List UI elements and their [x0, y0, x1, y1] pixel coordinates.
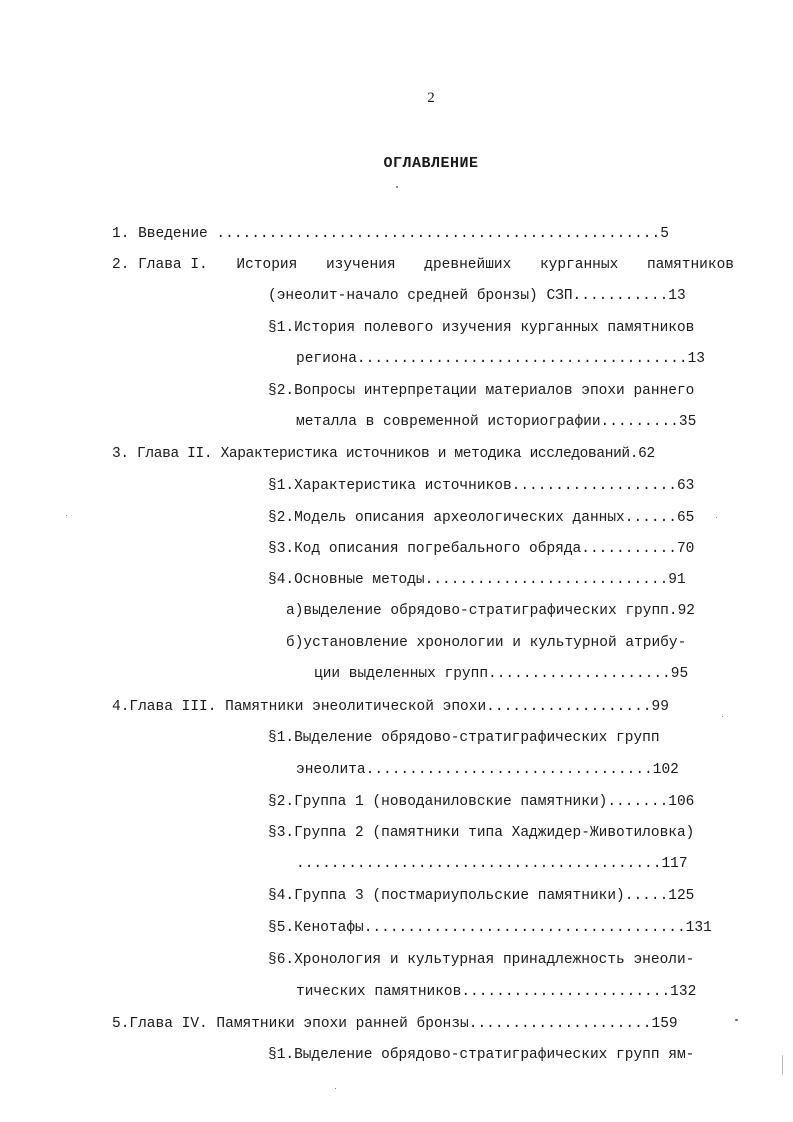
toc-entry-section-cont: энеолита.................................102 — [296, 762, 679, 778]
toc-entry-chapter-3: 4.Глава III. Памятники энеолитической эпохи...................99 — [112, 699, 669, 715]
toc-entry-section: §3.Группа 2 (памятники типа Хаджидер-Животиловка) — [268, 825, 695, 841]
toc-entry-section: §4.Группа 3 (постмариупольские памятники).....125 — [268, 888, 695, 904]
toc-entry-chapter-1-part: древнейших — [424, 257, 512, 273]
toc-entry-chapter-1 — [112, 255, 734, 275]
toc-entry-subsection-cont: ции выделенных групп.....................95 — [314, 666, 689, 682]
scan-edge-mark — [782, 1055, 783, 1075]
toc-entry-subsection: б)установление хронологии и культурной атрибу- — [286, 635, 687, 651]
toc-entry-chapter-4: 5.Глава IV. Памятники эпохи ранней бронзы.....................159 — [112, 1016, 678, 1032]
toc-entry-section-cont: тических памятников........................132 — [296, 984, 697, 1000]
toc-entry-chapter-2: 3. Глава II. Характеристика источников и методика исследований.62 — [112, 446, 655, 462]
toc-entry-chapter-1-part: курганных — [539, 257, 619, 273]
toc-entry-section: §6.Хронология и культурная принадлежность энеоли- — [268, 952, 695, 968]
toc-entry-section-cont: металла в современной историографии.........35 — [296, 414, 697, 430]
page-title: ОГЛАВЛЕНИЕ — [383, 155, 479, 172]
toc-entry-section: §1.Выделение обрядово-стратиграфических групп ям- — [268, 1047, 695, 1063]
page-number: 2 — [427, 90, 435, 106]
toc-entry-chapter-1-part: памятников — [646, 257, 734, 273]
toc-entry-section: §1.Выделение обрядово-стратиграфических групп — [268, 730, 660, 746]
toc-entry-subsection: а)выделение обрядово-стратиграфических групп.92 — [286, 603, 695, 619]
toc-entry-section: §1.История полевого изучения курганных памятников — [268, 320, 695, 336]
toc-entry-chapter-1-part: изучения — [325, 257, 396, 273]
toc-entry-section: §5.Кенотафы.....................................131 — [268, 920, 712, 936]
toc-entry-section-cont: ..........................................117 — [296, 856, 688, 872]
toc-entry-section: §1.Характеристика источников...................63 — [268, 478, 695, 494]
toc-entry-section-cont: региона......................................13 — [296, 351, 705, 367]
toc-entry-section: §2.Модель описания археологических данных......65 — [268, 510, 695, 526]
scan-speck — [396, 186, 398, 188]
toc-entry-chapter-1-cont: (энеолит-начало средней бронзы) СЗП...........13 — [268, 288, 686, 304]
toc-entry-section: §2.Вопросы интерпретации материалов эпохи раннего — [268, 383, 695, 399]
toc-entry-chapter-1-part: История — [236, 257, 298, 273]
scan-speck — [716, 517, 717, 518]
scan-speck — [722, 716, 723, 717]
toc-entry-chapter-1-part: 2. Глава I. — [112, 257, 208, 273]
toc-entry-introduction: 1. Введение ...................................................5 — [112, 226, 669, 242]
scan-speck — [66, 515, 67, 516]
toc-entry-section: §2.Группа 1 (новоданиловские памятники).......106 — [268, 794, 695, 810]
toc-entry-section: §4.Основные методы............................91 — [268, 572, 686, 588]
scan-speck — [335, 1088, 336, 1089]
toc-entry-section: §3.Код описания погребального обряда...........70 — [268, 541, 695, 557]
scan-speck — [735, 1019, 738, 1021]
